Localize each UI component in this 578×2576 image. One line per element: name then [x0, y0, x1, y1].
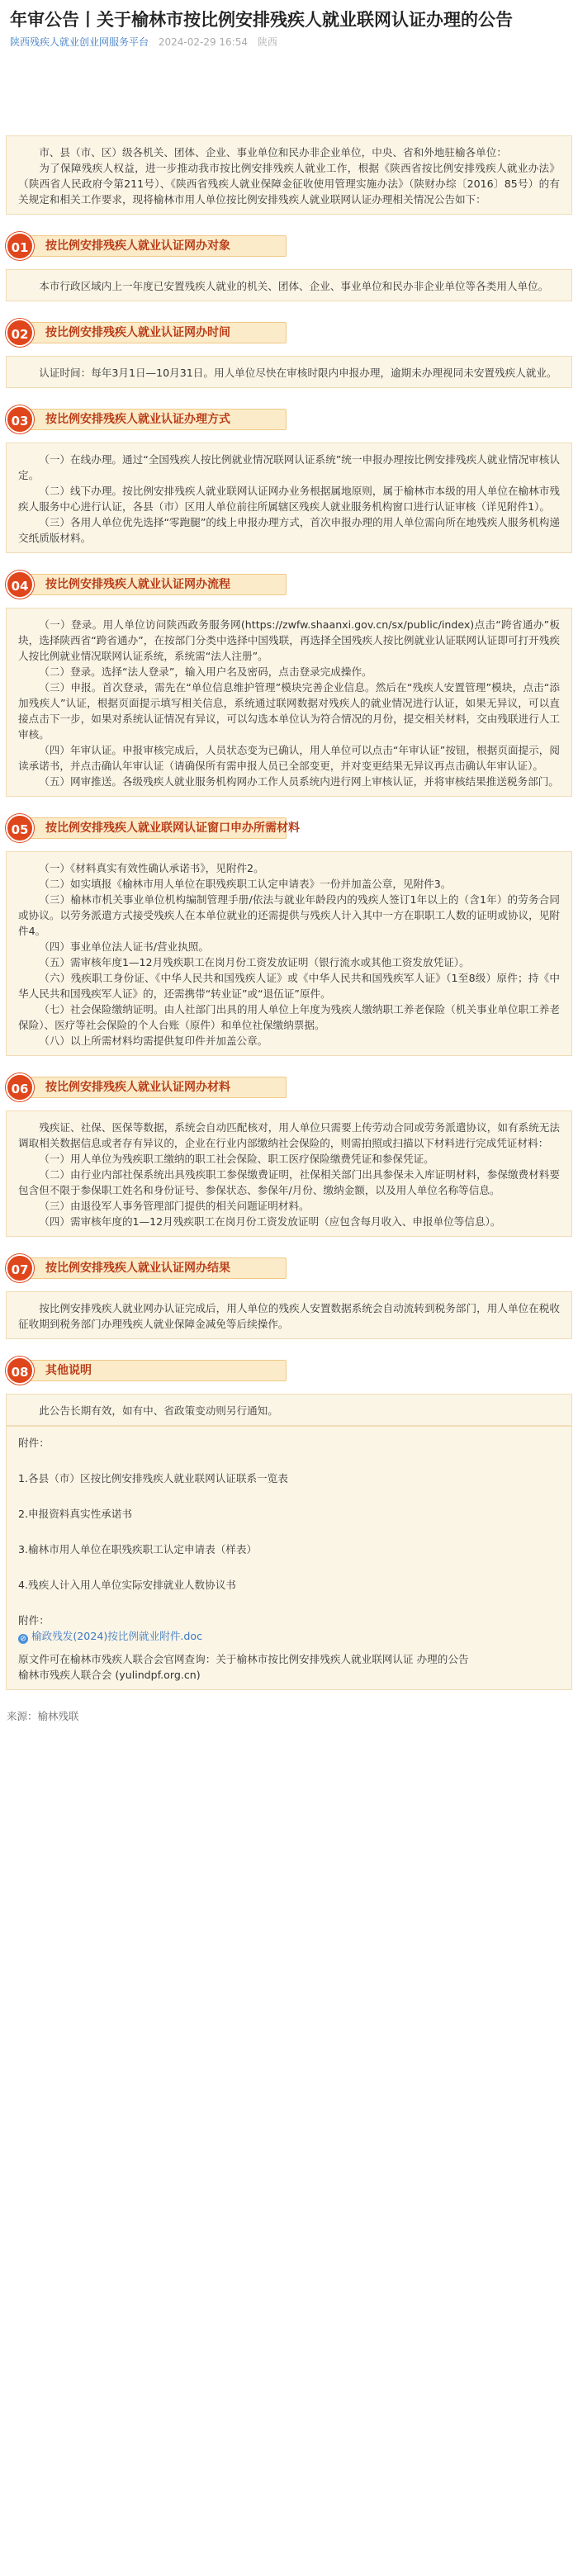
section-paragraph: （四）事业单位法人证书/营业执照。 [39, 940, 209, 953]
section-title: 按比例安排残疾人就业联网认证窗口申办所需材料 [45, 822, 300, 835]
section-number-badge: 06 [6, 1073, 34, 1101]
closing-note: 原文件可在榆林市残疾人联合会官网查询：关于榆林市按比例安排残疾人就业联网认证 办理的公告 [18, 1653, 469, 1665]
section-panel [6, 1291, 572, 1339]
paperclip-icon: ⊘ [18, 1634, 28, 1644]
section-panel [6, 608, 572, 797]
section-title: 按比例安排残疾人就业认证网办时间 [45, 326, 230, 339]
section-paragraph: （四）需审核年度的1—12月残疾职工在岗月份工资发放证明（应包含每月收入、申报单位等信息）。 [39, 1215, 501, 1228]
section-paragraph: （三）榆林市机关事业单位机构编制管理手册/依法与就业年龄段内的残疾人签订1年以上的（含1年）的劳务合同或协议。以劳务派遣方式接受残疾人在本单位就业的还需提供与残疾人计入其中一方在职职工人数的证明或协议，见附件4。 [18, 893, 560, 937]
page-title: 年审公告丨关于榆林市按比例安排残疾人就业联网认证办理的公告 [10, 10, 513, 30]
section-number-badge: 05 [6, 814, 34, 842]
section-title: 按比例安排残疾人就业认证网办流程 [45, 578, 230, 591]
region-label: 陕西 [257, 36, 277, 48]
section-number-badge: 04 [6, 571, 34, 599]
intro-paragraph: 为了保障残疾人权益，进一步推动我市按比例安排残疾人就业工作，根据《陕西省按比例安排残疾人就业办法》（陕西省人民政府令第211号）、《陕西省残疾人就业保障金征收使用管理实施办法》（陕财办综〔2016〕85号）的有关规定和相关工作要求，现将榆林市用人单位按比例安排残疾人就业联网认证办理相关情况公告如下： [18, 162, 560, 206]
section-heading [6, 1071, 572, 1104]
section-title: 按比例安排残疾人就业认证网办对象 [45, 239, 230, 253]
section-paragraph: （二）登录。选择“法人登录”，输入用户名及密码，点击登录完成操作。 [39, 665, 372, 678]
section-paragraph: （六）残疾职工身份证、《中华人民共和国残疾人证》或《中华人民共和国残疾军人证》（1至8级）原件；持《中华人民共和国残疾军人证》的，还需携带“转业证”或“退伍证”原件。 [18, 972, 560, 1000]
section-heading [6, 230, 572, 263]
section-paragraph: 认证时间：每年3月1日—10月31日。用人单位尽快在审核时限内申报办理，逾期未办理视同未安置残疾人就业。 [39, 367, 557, 379]
section-paragraph: （一）登录。用人单位访问陕西政务服务网(https://zwfw.shaanxi.gov.cn/sx/public/index)点击“跨省通办”板块，选择陕西省“跨省通办”，在按部门分类中选择中国残联，再选择全国残疾人按比例就业认证联网认证即可打开残疾人按比例就业情况联网认证系统，系统需“法人注册”。 [18, 618, 560, 662]
section-paragraph: （一）《材料真实有效性确认承诺书》，见附件2。 [39, 862, 264, 874]
section-heading [6, 1354, 572, 1387]
section-paragraph: （五）需审核年度1—12月残疾职工在岗月份工资发放证明（银行流水或其他工资发放凭证）。 [39, 956, 470, 968]
article-body [6, 135, 572, 1690]
attachment-item: 4.残疾人计入用人单位实际安排就业人数协议书 [18, 1579, 236, 1591]
section-paragraph: （七）社会保险缴纳证明。由人社部门出具的用人单位上年度为残疾人缴纳职工养老保险（机关事业单位职工养老保险）、医疗等社会保险的个人台账（原件）和单位社保缴纳票据。 [18, 1003, 560, 1031]
section-paragraph: 本市行政区域内上一年度已安置残疾人就业的机关、团体、企业、事业单位和民办非企业单位等各类用人单位。 [39, 280, 549, 292]
attachments-panel [6, 1426, 572, 1690]
section-heading [6, 1252, 572, 1285]
section-paragraph: （三）由退役军人事务管理部门提供的相关问题证明材料。 [39, 1200, 310, 1212]
section-paragraph: （五）网审推送。各级残疾人就业服务机构网办工作人员系统内进行网上审核认证，并将审核结果推送税务部门。 [39, 775, 559, 788]
section-title: 按比例安排残疾人就业认证网办材料 [45, 1081, 230, 1094]
section-paragraph: （二）如实填报《榆林市用人单位在职残疾职工认定申请表》一份并加盖公章，见附件3。 [39, 878, 452, 890]
section-paragraph: （三）申报。首次登录，需先在“单位信息维护管理”模块完善企业信息。然后在“残疾人安置管理”模块，点击“添加残疾人”认证，根据页面提示填写相关信息，系统通过联网数据对残疾人的就业情况进行认证，如果无异议，可以直接点击下一步，如果对系统认证情况有异议，可以勾选本单位认为符合情况的月份，提交相关材料，交由残联进行人工审核。 [18, 681, 560, 741]
intro-paragraph: 市、县（市、区）级各机关、团体、企业、事业单位和民办非企业单位，中央、省和外地驻榆各单位： [39, 146, 507, 159]
section-panel [6, 1110, 572, 1237]
section-paragraph: （三）各用人单位优先选择“零跑腿”的线上申报办理方式，首次申报办理的用人单位需向所在地残疾人服务机构递交纸质版材料。 [18, 516, 560, 544]
section-panel [6, 1394, 572, 1426]
section-paragraph: （四）年审认证。申报审核完成后，人员状态变为已确认，用人单位可以点击“年审认证”按钮，根据页面提示，阅读承诺书，并点击确认年审认证（请确保所有需申报人员已全部变更，并对变更结果无异议再点击确认年审认证）。 [18, 744, 560, 772]
section-paragraph: （二）由行业内部社保系统出具残疾职工参保缴费证明，社保相关部门出具参保未入库证明材料，参保缴费材料要包含但不限于参保职工姓名和身份证号、参保状态、参保年/月份、缴纳金额，以及用人单位名称等信息。 [18, 1168, 560, 1196]
attachment-item: 1.各县（市）区按比例安排残疾人就业联网认证联系一览表 [18, 1472, 288, 1485]
source-link[interactable]: 陕西残疾人就业创业网服务平台 [10, 36, 149, 48]
section-number-badge: 01 [6, 232, 34, 260]
section-number-badge: 07 [6, 1254, 34, 1282]
section-paragraph: （二）线下办理。按比例安排残疾人就业联网认证网办业务根据属地原则，属于榆林市本级的用人单位在榆林市残疾人服务中心进行认证，各县（市）区用人单位前往所属辖区残疾人就业服务机构窗口进行认证审核（详见附件1）。 [18, 485, 560, 513]
section-paragraph: （一）在线办理。通过“全国残疾人按比例就业情况联网认证系统”统一申报办理按比例安排残疾人就业情况审核认定。 [18, 453, 560, 481]
section-title: 按比例安排残疾人就业认证办理方式 [45, 413, 230, 426]
section-paragraph: 按比例安排残疾人就业网办认证完成后，用人单位的残疾人安置数据系统会自动流转到税务部门，用人单位在税收征收期到税务部门办理残疾人就业保障金减免等后续操作。 [18, 1302, 560, 1330]
attachment-item: 3.榆林市用人单位在职残疾职工认定申请表（样表） [18, 1543, 258, 1556]
attachment-item: 2.申报资料真实性承诺书 [18, 1508, 132, 1520]
attachment-file-label: 附件： [18, 1614, 50, 1627]
section-paragraph: （一）用人单位为残疾职工缴纳的职工社会保险、职工医疗保险缴费凭证和参保凭证。 [39, 1153, 434, 1165]
section-number-badge: 03 [6, 405, 34, 433]
attachment-file-link[interactable] [18, 1628, 560, 1644]
attachment-file-name[interactable]: 榆政残发(2024)按比例就业附件.doc [31, 1630, 203, 1642]
section-title: 其他说明 [45, 1364, 92, 1377]
attachments-label: 附件： [18, 1437, 50, 1449]
section-heading [6, 812, 572, 845]
section-number-badge: 08 [6, 1357, 34, 1385]
section-panel [6, 851, 572, 1056]
section-panel [6, 356, 572, 388]
section-paragraph: 残疾证、社保、医保等数据，系统会自动匹配核对，用人单位只需要上传劳动合同或劳务派遣协议，如有系统无法调取相关数据信息或者存有异议的，企业在行业内部缴纳社会保险的，则需拍照或扫描以下材料进行完成凭证材料： [18, 1121, 560, 1149]
section-heading [6, 568, 572, 601]
sections [6, 230, 572, 1426]
section-heading [6, 403, 572, 436]
section-title: 按比例安排残疾人就业认证网办结果 [45, 1262, 230, 1275]
section-panel [6, 443, 572, 553]
section-number-badge: 02 [6, 319, 34, 347]
publish-datetime: 2024-02-29 16:54 [158, 36, 248, 48]
intro-panel [6, 135, 572, 215]
section-paragraph: 此公告长期有效，如有中、省政策变动则另行通知。 [39, 1404, 278, 1417]
article-meta [0, 31, 578, 50]
section-paragraph: （八）以上所需材料均需提供复印件并加盖公章。 [39, 1035, 268, 1047]
section-panel [6, 269, 572, 301]
article-source: 来源：榆林残联 [7, 1710, 79, 1722]
section-heading [6, 316, 572, 349]
closing-org: 榆林市残疾人联合会 (yulindpf.org.cn) [18, 1669, 201, 1681]
